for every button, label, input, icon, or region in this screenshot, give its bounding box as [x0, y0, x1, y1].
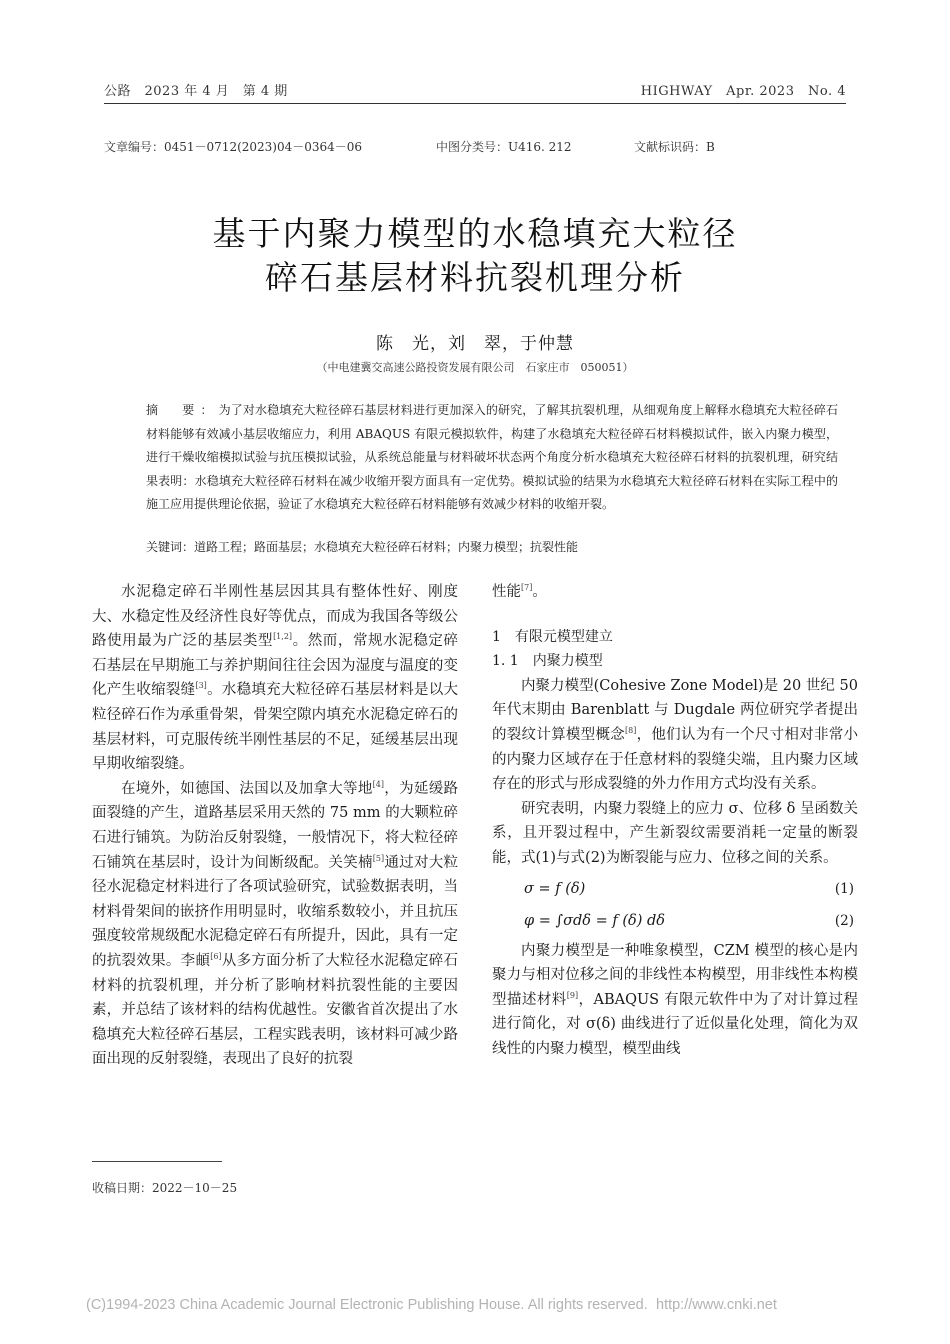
- running-head-left: 公路 2023 年 4 月 第 4 期: [104, 84, 288, 99]
- citation[interactable]: [4]: [372, 779, 384, 789]
- affiliation: （中电建冀交高速公路投资发展有限公司 石家庄市 050051）: [316, 361, 634, 374]
- paragraph: 研究表明，内聚力裂缝上的应力 σ、位移 δ 呈函数关系，且开裂过程中，产生新裂纹需要消耗一定量的断裂能，式(1)与式(2)为断裂能与应力、位移之间的关系。: [492, 800, 858, 866]
- citation[interactable]: [8]: [625, 726, 637, 736]
- received-date: 收稿日期：2022－10－25: [92, 1181, 238, 1195]
- citation[interactable]: [7]: [521, 583, 533, 593]
- abstract-text: 为了对水稳填充大粒径碎石基层材料进行更加深入的研究，了解其抗裂机理，从细观角度上解释水稳填充大粒径碎石材料能够有效减小基层收缩应力，利用 ABAQUS 有限元模拟软件，构建了水稳填充大粒径碎石材料模拟试件，嵌入内聚力模型，进行干燥收缩模拟试验与抗压模拟试验，从系统总能量与材料破坏状态两个角度分析水稳填充大粒径碎石材料的抗裂机理，研究结果表明：水稳填充大粒径碎石材料在减少收缩开裂方面具有一定优势。模拟试验的结果为水稳填充大粒径碎石材料在实际工程中的施工应用提供理论依据，验证了水稳填充大粒径碎石材料能够有效减少材料的收缩开裂。: [146, 403, 838, 511]
- paragraph: 内聚力模型(Cohesive Zone Model)是 20 世纪 50 年代末期由 Barenblatt 与 Dugdale 两位研究学者提出的裂纹计算模型概念[8]，他们认为有一个尺寸相对非常小的内聚力区域存在于任意材料的裂缝尖端，且内聚力区域存在的形式与形成裂缝的外力作用方式均没有关系。: [492, 677, 859, 793]
- paper-title-line-1: 基于内聚力模型的水稳填充大粒径: [212, 214, 738, 253]
- running-head-right: HIGHWAY Apr. 2023 No. 4: [640, 84, 846, 99]
- authors: 陈 光，刘 翠，于仲慧: [376, 334, 574, 354]
- header-rule: [104, 103, 846, 104]
- equation-expression: σ = f (δ): [524, 880, 586, 897]
- citation[interactable]: [3]: [195, 681, 207, 691]
- citation[interactable]: [1,2]: [273, 632, 293, 642]
- equation-number: (1): [834, 880, 854, 897]
- paper-title-line-2: 碎石基层材料抗裂机理分析: [265, 258, 685, 297]
- clc-number: 中图分类号：U416. 212: [436, 140, 572, 154]
- citation[interactable]: [6]: [210, 952, 222, 962]
- citation[interactable]: [9]: [566, 990, 579, 1000]
- subsection-heading: 1. 1 内聚力模型: [492, 653, 603, 670]
- paragraph: 在境外，如德国、法国以及加拿大等地[4]，为延缓路面裂缝的产生，道路基层采用天然的 75 mm 的大颗粒碎石进行铺筑。为防治反射裂缝，一般情况下，将大粒径碎石铺筑在基层时，设计为间断级配。关笑楠[5]通过对大粒径水泥稳定材料进行了各项试验研究，试验数据表明，当材料骨架间的嵌挤作用明显时，收缩系数较小，并且抗压强度较常规级配水泥稳定碎石有所提升，因此，具有一定的抗裂效果。李頔[6]从多方面分析了大粒径水泥稳定碎石材料的抗裂机理，并分析了影响材料抗裂性能的主要因素，并总结了该材料的结构优越性。安徽省首次提出了水稳填充大粒径碎石基层，工程实践表明，该材料可减少路面出现的反射裂缝，表现出了良好的抗裂: [92, 779, 459, 1068]
- equation-number: (2): [834, 912, 854, 929]
- running-head: [104, 80, 846, 100]
- abstract: [146, 399, 838, 517]
- abstract-label: 摘 要：: [146, 403, 219, 417]
- section-heading: 1 有限元模型建立: [492, 628, 613, 645]
- body-column-left: [92, 580, 458, 1072]
- keywords-label: 关键词：: [146, 540, 195, 554]
- paragraph: 内聚力模型是一种唯象模型，CZM 模型的核心是内聚力与相对位移之间的非线性本构模型，用非线性本构模型描述材料[9]，ABAQUS 有限元软件中为了对计算过程进行简化，对 σ(δ) 曲线进行了近似量化处理，简化为双线性的内聚力模型，模型曲线: [492, 942, 859, 1057]
- article-number: 文章编号：0451－0712(2023)04－0364－06: [104, 140, 363, 154]
- keywords-text: 道路工程；路面基层；水稳填充大粒径碎石材料；内聚力模型；抗裂性能: [194, 540, 579, 554]
- equation-2: [492, 907, 858, 935]
- paragraph: 水泥稳定碎石半刚性基层因其具有整体性好、刚度大、水稳定性及经济性良好等优点，而成为我国各等级公路使用最为广泛的基层类型[1,2]。然而，常规水泥稳定碎石基层在早期施工与养护期间往往会因为湿度与温度的变化产生收缩裂缝[3]。水稳填充大粒径碎石基层材料是以大粒径碎石作为承重骨架，骨架空隙内填充水泥稳定碎石的基层材料，可克服传统半刚性基层的不足，延缓基层出现早期收缩裂缝。: [92, 584, 459, 773]
- keywords: [146, 538, 838, 555]
- equation-expression: φ = ∫σdδ = f (δ) dδ: [524, 912, 665, 929]
- footnote-rule: [92, 1161, 222, 1162]
- document-code: 文献标识码：B: [634, 140, 715, 154]
- paragraph-continuation: 性能[7]。: [492, 583, 547, 600]
- copyright-text: (C)1994-2023 China Academic Journal Electronic Publishing House. All rights reserved.: [86, 1297, 648, 1313]
- body-column-right: [492, 580, 858, 1062]
- equation-1: [492, 875, 858, 903]
- citation[interactable]: [5]: [372, 853, 385, 863]
- cnki-link[interactable]: http://www.cnki.net: [656, 1297, 777, 1313]
- copyright-notice: [86, 1297, 777, 1313]
